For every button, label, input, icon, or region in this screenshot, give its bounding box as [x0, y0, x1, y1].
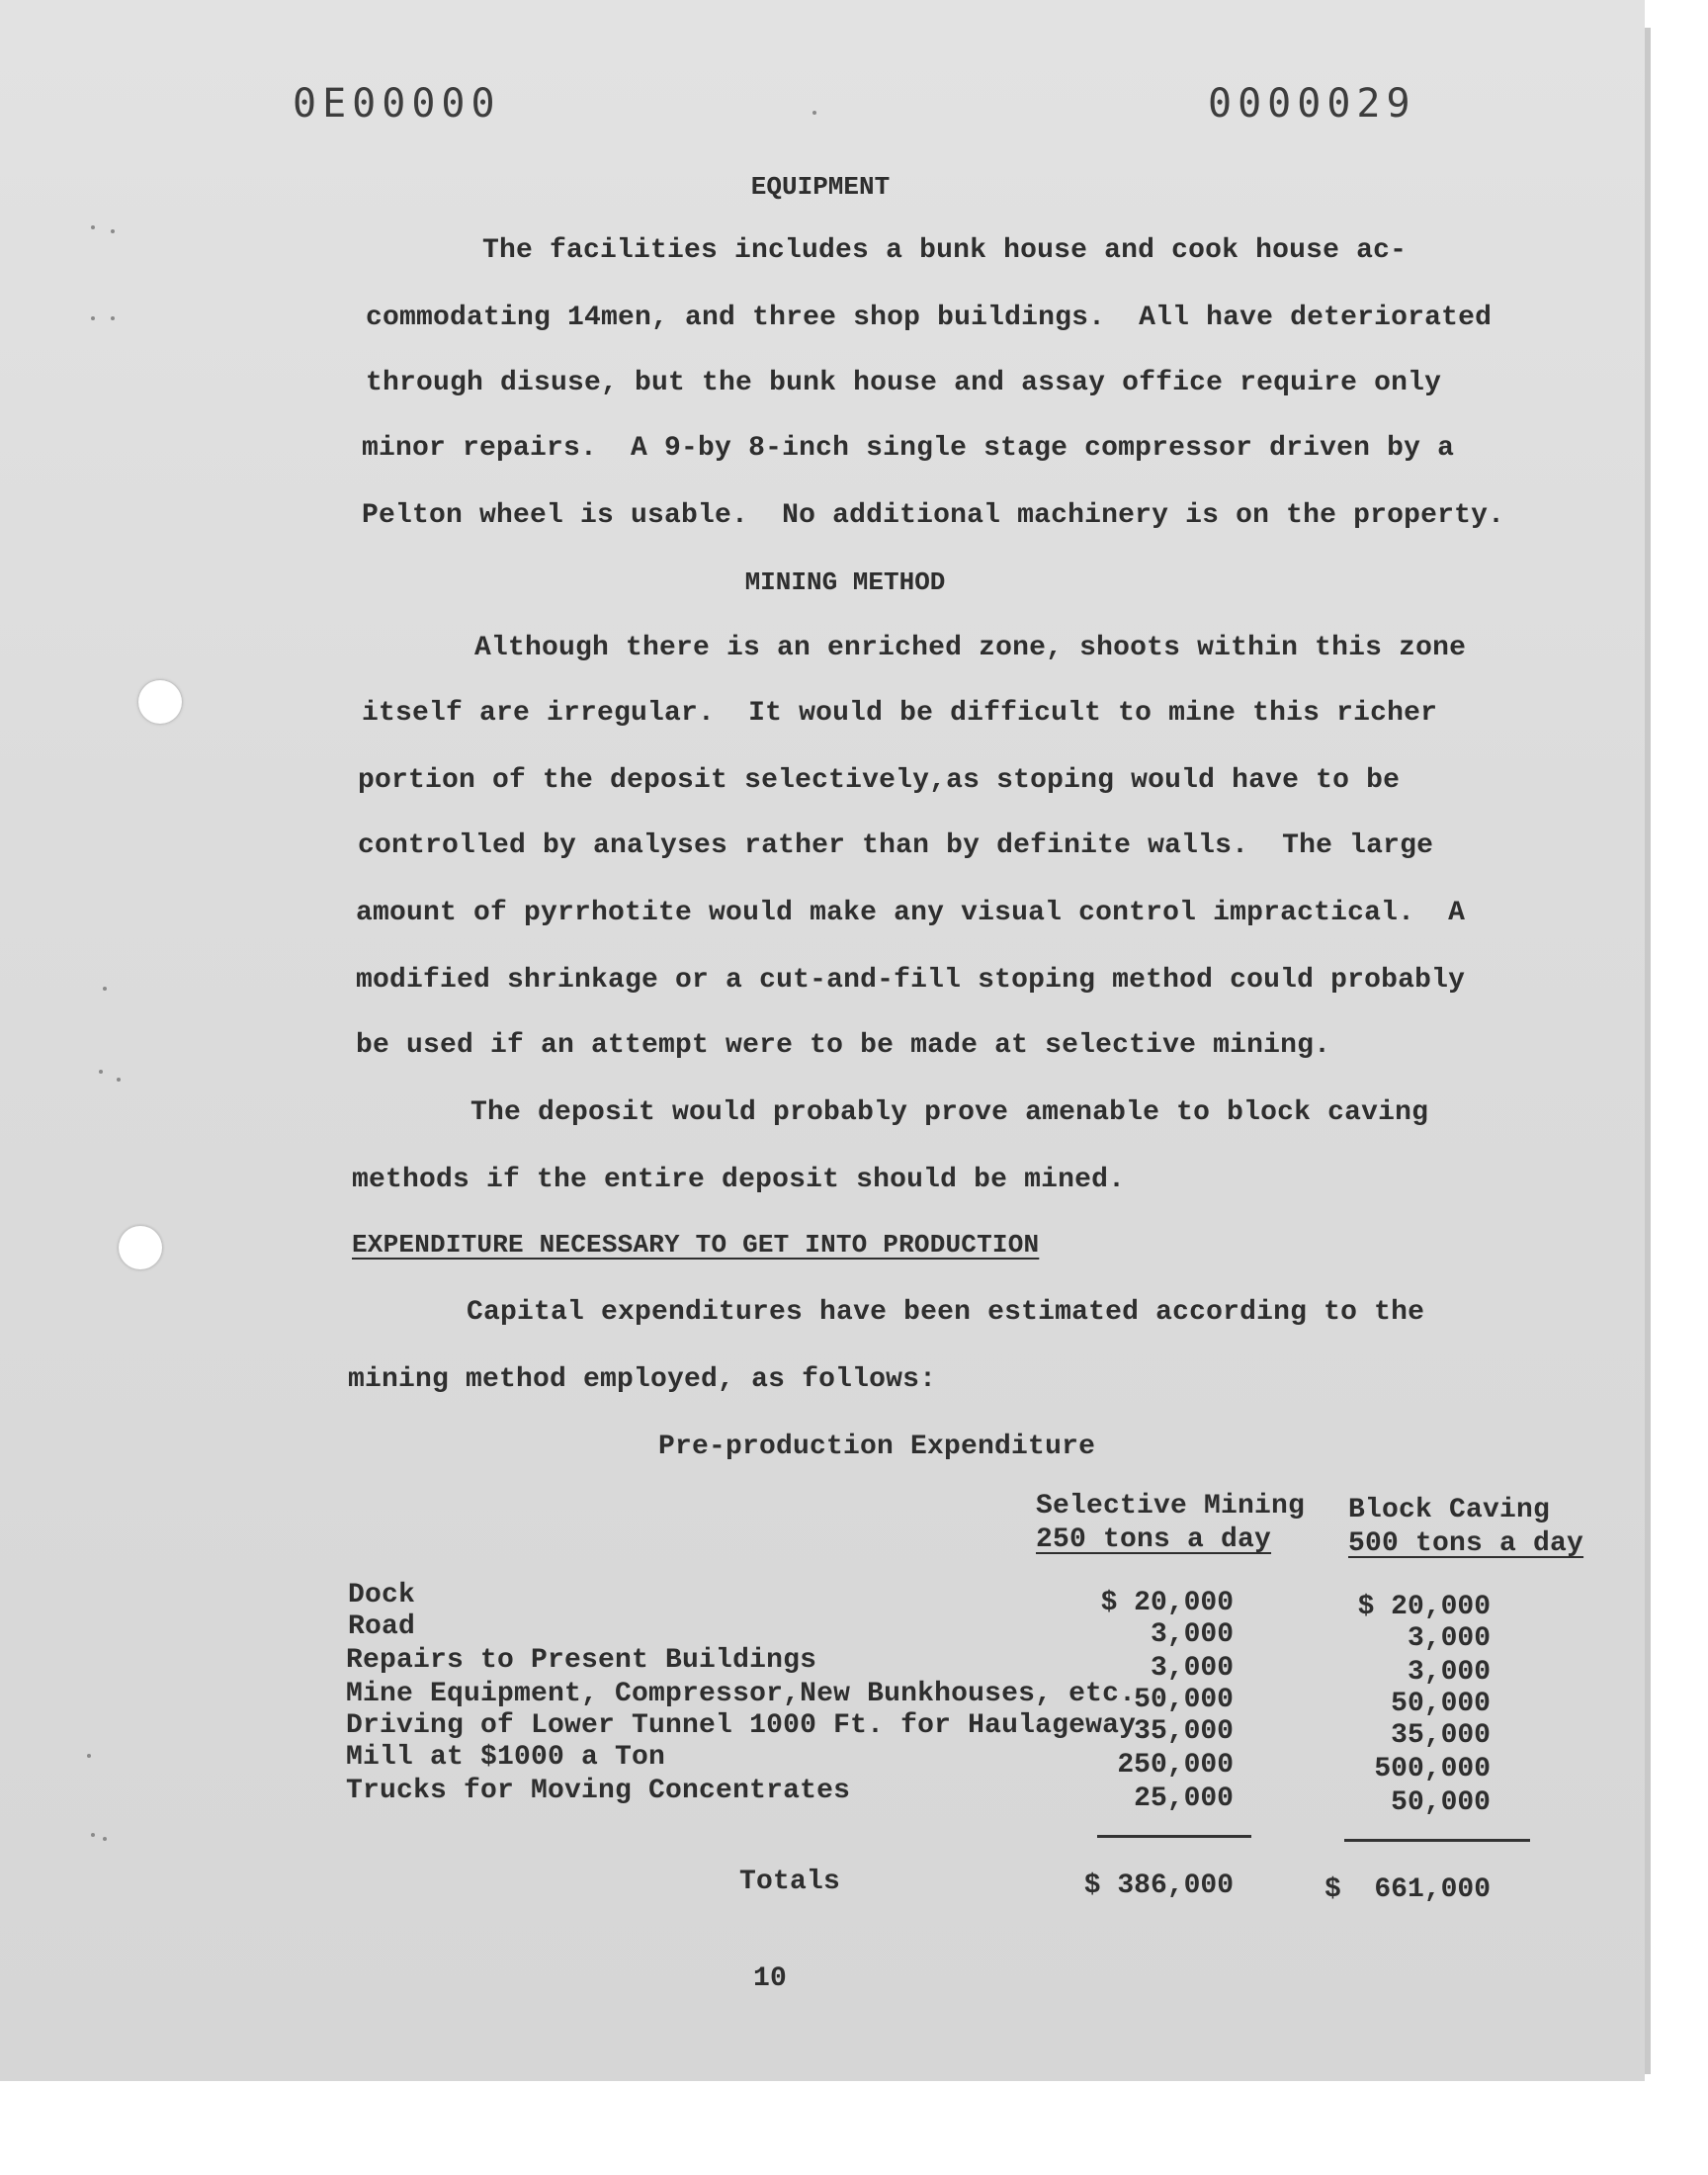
punch-hole [119, 1226, 162, 1269]
margin-speck [812, 111, 816, 115]
col-header-selective: Selective Mining [1036, 1491, 1306, 1522]
margin-speck [103, 1837, 107, 1841]
margin-speck [103, 987, 107, 991]
row-value-block: $ 20,000 [1357, 1592, 1491, 1622]
row-value-selective: 250,000 [1117, 1750, 1234, 1781]
row-label: Driving of Lower Tunnel 1000 Ft. for Haulageway [346, 1710, 1137, 1741]
mining-line: be used if an attempt were to be made at selective mining. [356, 1030, 1331, 1061]
mining-line: The deposit would probably prove amenable to block caving [470, 1097, 1429, 1128]
row-label: Repairs to Present Buildings [346, 1645, 817, 1676]
expenditure-intro-line: Capital expenditures have been estimated according to the [467, 1297, 1425, 1328]
page-edge-shadow [1645, 28, 1651, 2074]
row-value-selective: 50,000 [1134, 1685, 1234, 1715]
page-number: 10 [753, 1963, 788, 1994]
row-value-block: 500,000 [1374, 1754, 1491, 1784]
margin-speck [87, 1754, 91, 1758]
margin-speck [111, 229, 115, 233]
heading-equipment: EQUIPMENT [750, 172, 891, 202]
heading-expenditure: EXPENDITURE NECESSARY TO GET INTO PRODUCTION [352, 1230, 1040, 1260]
row-value-selective: $ 20,000 [1100, 1588, 1234, 1618]
row-label: Mine Equipment, Compressor,New Bunkhouses, etc. [346, 1679, 1137, 1709]
mining-line: controlled by analyses rather than by definite walls. The large [358, 830, 1434, 861]
table-title: Pre-production Expenditure [658, 1432, 1096, 1462]
heading-mining-method: MINING METHOD [744, 567, 946, 597]
sum-rule-block [1344, 1839, 1530, 1842]
total-block: $ 661,000 [1324, 1874, 1491, 1905]
punch-hole [138, 680, 182, 724]
margin-speck [91, 1833, 95, 1837]
row-value-block: 3,000 [1407, 1623, 1491, 1654]
row-value-block: 3,000 [1407, 1657, 1491, 1688]
row-label: Trucks for Moving Concentrates [346, 1776, 851, 1806]
equipment-line: commodating 14men, and three shop buildings. All have deteriorated [366, 303, 1493, 333]
mining-line: amount of pyrrhotite would make any visual control impractical. A [356, 898, 1466, 928]
doc-id-right: 0000029 [1208, 81, 1416, 127]
margin-speck [117, 1078, 121, 1082]
row-value-selective: 35,000 [1134, 1716, 1234, 1747]
row-value-selective: 25,000 [1134, 1784, 1234, 1814]
mining-line: methods if the entire deposit should be mined. [352, 1165, 1126, 1195]
margin-speck [91, 316, 95, 320]
row-value-block: 35,000 [1391, 1720, 1491, 1751]
total-selective: $ 386,000 [1083, 1870, 1234, 1901]
col-subheader-block: 500 tons a day [1348, 1528, 1584, 1559]
col-header-block: Block Caving [1348, 1495, 1551, 1525]
margin-speck [111, 316, 115, 320]
mining-line: modified shrinkage or a cut-and-fill stoping method could probably [356, 965, 1466, 996]
sum-rule-selective [1097, 1835, 1251, 1838]
mining-line: itself are irregular. It would be difficult to mine this richer [362, 698, 1438, 729]
row-value-block: 50,000 [1391, 1689, 1491, 1719]
equipment-line: Pelton wheel is usable. No additional machinery is on the property. [362, 500, 1505, 531]
equipment-line: The facilities includes a bunk house and cook house ac- [482, 235, 1408, 266]
margin-speck [99, 1070, 103, 1074]
totals-label: Totals [739, 1867, 841, 1897]
row-label: Road [348, 1611, 416, 1642]
mining-line: Although there is an enriched zone, shoots within this zone [474, 633, 1467, 663]
margin-speck [91, 225, 95, 229]
col-subheader-selective: 250 tons a day [1036, 1524, 1272, 1555]
equipment-line: minor repairs. A 9-by 8-inch single stage compressor driven by a [362, 433, 1455, 464]
row-value-selective: 3,000 [1150, 1619, 1234, 1650]
mining-line: portion of the deposit selectively,as stoping would have to be [358, 765, 1401, 796]
row-label: Dock [348, 1580, 416, 1610]
doc-id-left: 0E00000 [293, 81, 501, 127]
row-value-selective: 3,000 [1150, 1653, 1234, 1684]
row-value-block: 50,000 [1391, 1787, 1491, 1818]
expenditure-intro-line: mining method employed, as follows: [348, 1364, 937, 1395]
row-label: Mill at $1000 a Ton [346, 1742, 666, 1773]
equipment-line: through disuse, but the bunk house and assay office require only [366, 368, 1442, 398]
